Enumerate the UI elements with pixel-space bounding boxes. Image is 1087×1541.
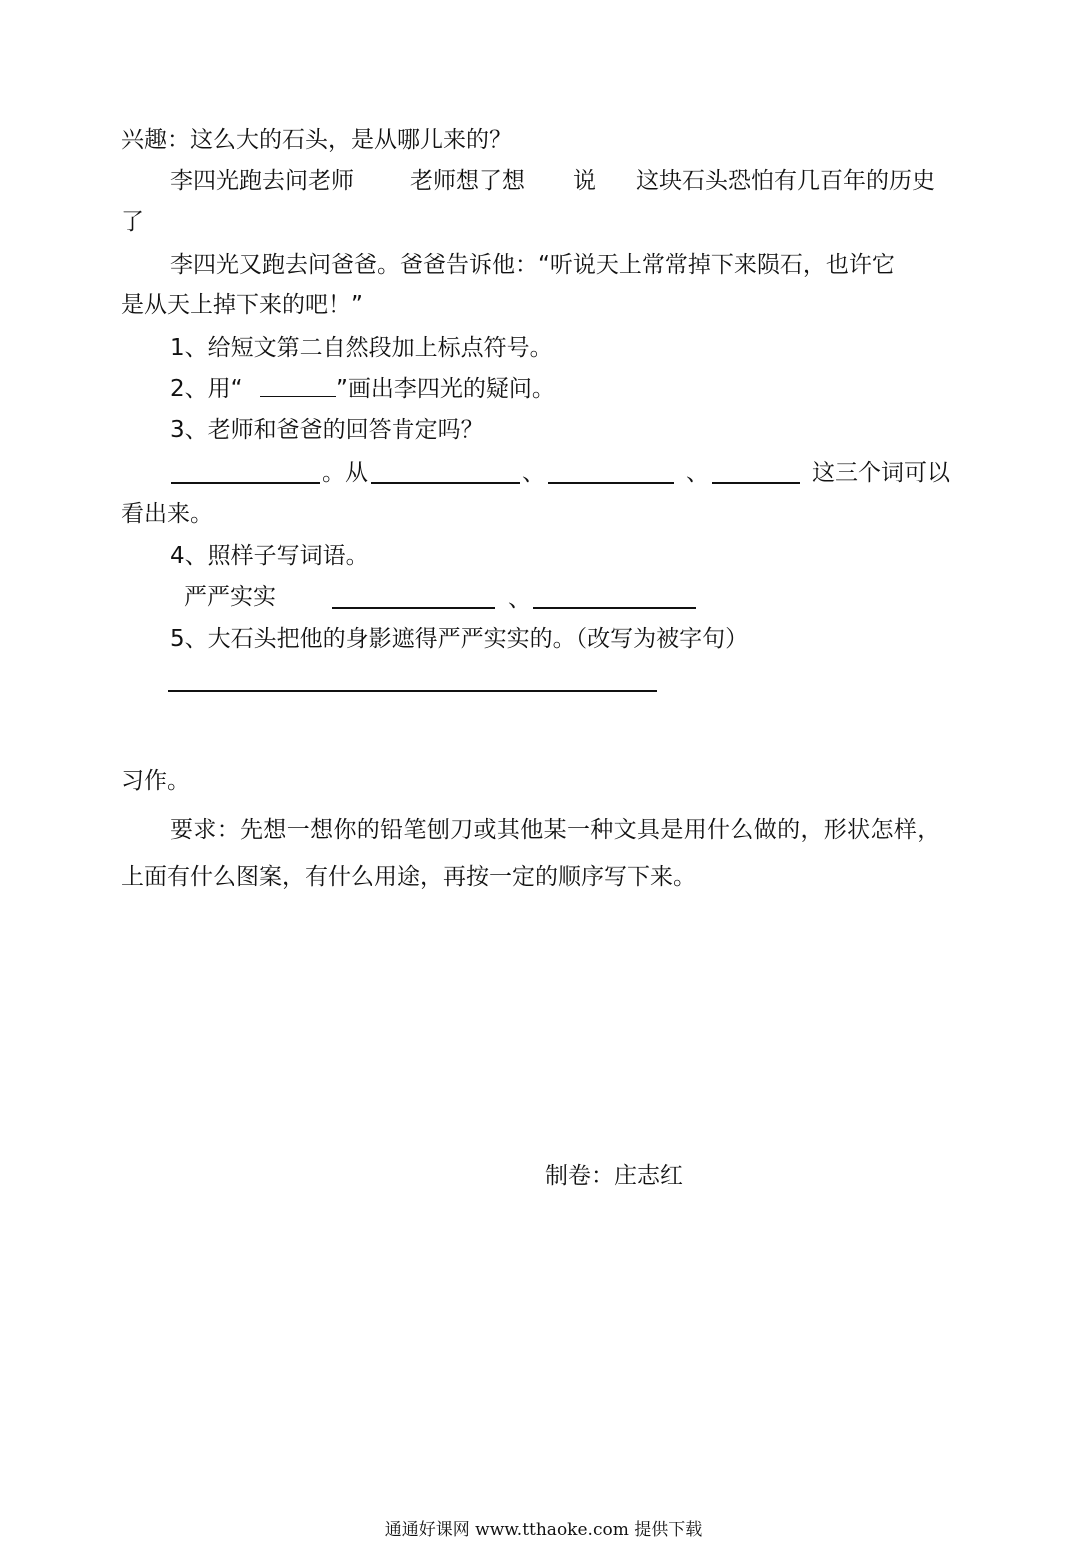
question-2-prefix: 2、用“ <box>170 376 243 402</box>
answer-blank-4a[interactable] <box>332 607 495 609</box>
answer-blank-5[interactable] <box>168 690 657 692</box>
para3-line-2: 是从天上掉下来的吧！” <box>121 292 363 318</box>
composition-requirement-line-1: 要求：先想一想你的铅笔刨刀或其他某一种文具是用什么做的，形状怎样， <box>170 817 941 843</box>
question-4-separator: 、 <box>508 586 531 612</box>
para2-part-3: 说 <box>573 168 596 194</box>
question-4: 4、照样子写词语。 <box>170 543 369 569</box>
question-3-tail: 这三个词可以 <box>812 460 950 486</box>
question-5: 5、大石头把他的身影遮得严严实实的。（改写为被字句） <box>170 626 749 652</box>
author-credit: 制卷：庄志红 <box>545 1163 683 1189</box>
para2-part-4: 这块石头恐怕有几百年的历史 <box>636 168 935 194</box>
answer-blank-4b[interactable] <box>533 607 696 609</box>
answer-blank-3d[interactable] <box>712 482 800 484</box>
para2-part-5: 了 <box>121 209 144 235</box>
question-3: 3、老师和爸爸的回答肯定吗？ <box>170 417 484 443</box>
para2-part-2: 老师想了想 <box>410 168 525 194</box>
question-2-underline-sample <box>260 396 336 397</box>
para3-line-1: 李四光又跑去问爸爸。爸爸告诉他：“听说天上常常掉下来陨石，也许它 <box>170 252 895 278</box>
answer-blank-3c[interactable] <box>548 482 674 484</box>
question-3-wrap: 看出来。 <box>121 501 213 527</box>
answer-blank-3b[interactable] <box>371 482 520 484</box>
composition-title: 习作。 <box>121 768 190 794</box>
answer-blank-3a[interactable] <box>171 482 320 484</box>
question-3-separator-2: 、 <box>686 460 709 486</box>
page-footer: 通通好课网 www.tthaoke.com 提供下载 <box>384 1520 703 1540</box>
para2-part-1: 李四光跑去问老师 <box>170 168 354 194</box>
question-2-suffix: ”画出李四光的疑问。 <box>336 376 555 402</box>
question-3-separator-1: 、 <box>522 460 545 486</box>
question-1: 1、给短文第二自然段加上标点符号。 <box>170 335 553 361</box>
question-3-period: 。从 <box>322 460 368 486</box>
composition-requirement-line-2: 上面有什么图案，有什么用途，再按一定的顺序写下来。 <box>121 864 696 890</box>
question-4-example: 严严实实 <box>184 584 276 610</box>
passage-line-1: 兴趣：这么大的石头，是从哪儿来的？ <box>121 127 512 153</box>
